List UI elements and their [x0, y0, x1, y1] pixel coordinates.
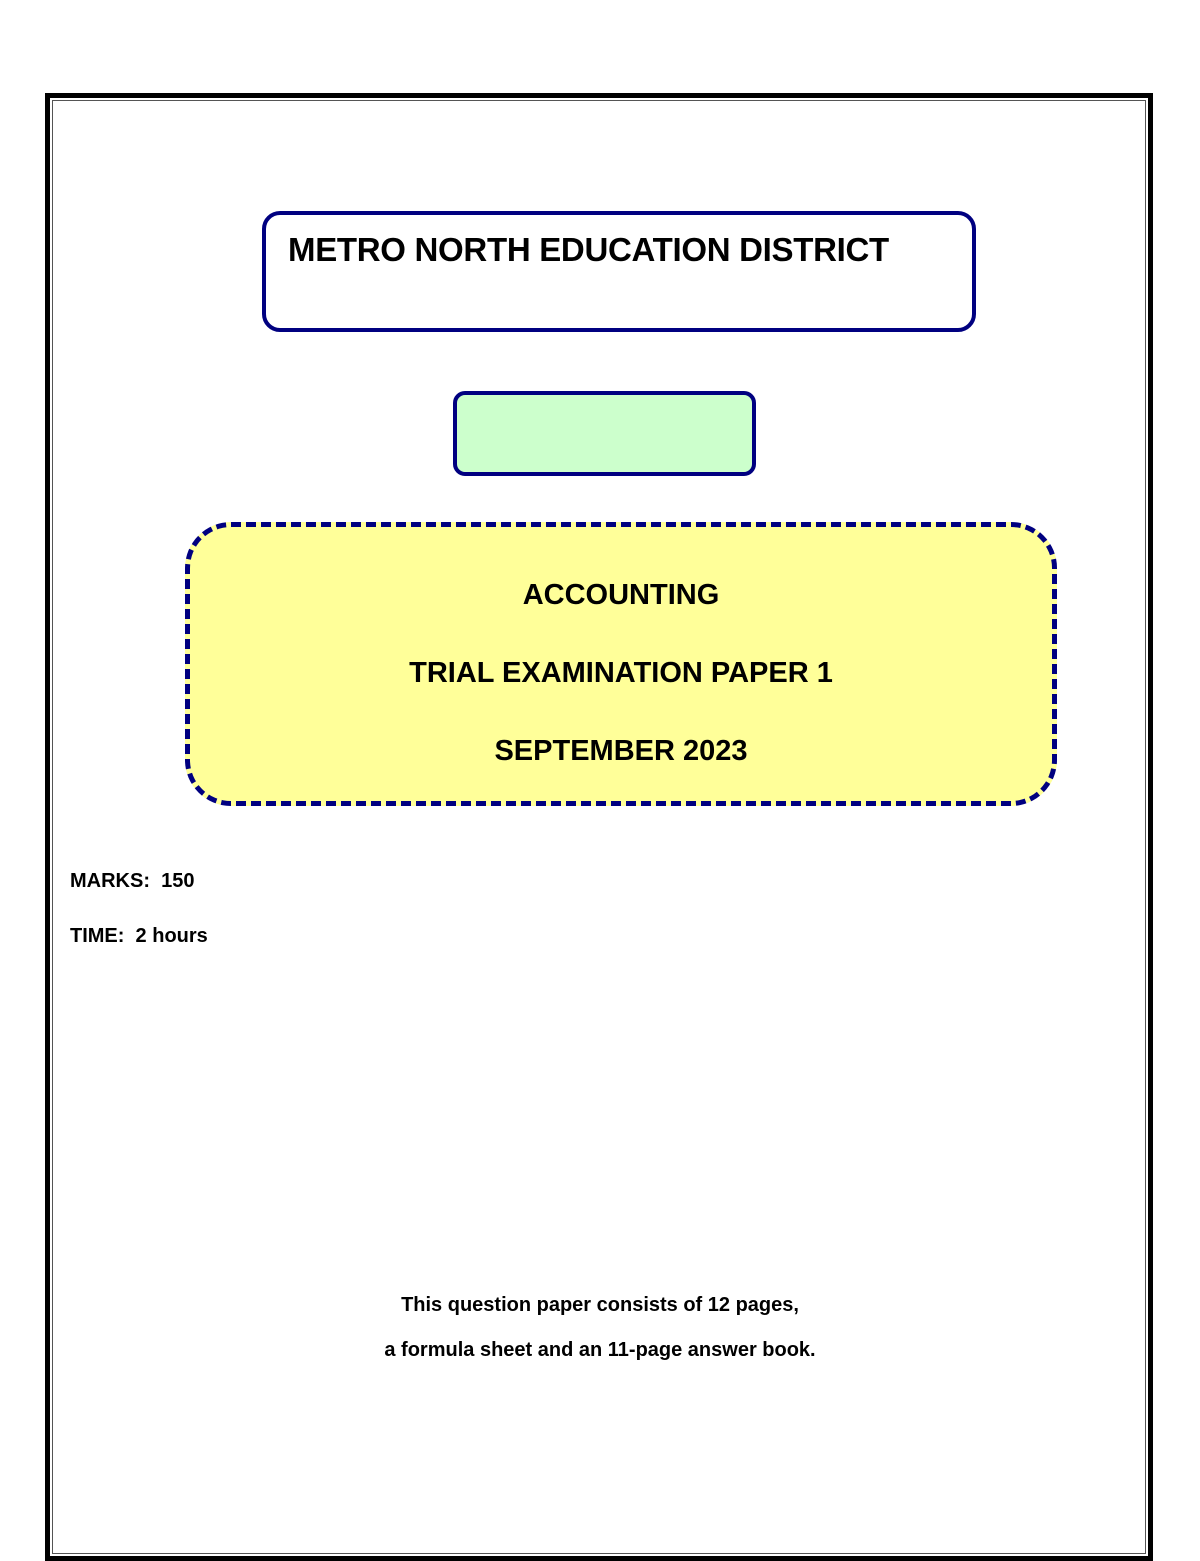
subject-title: ACCOUNTING: [522, 579, 720, 611]
grade-box: [453, 391, 756, 476]
paper-title: TRIAL EXAMINATION PAPER 1: [409, 657, 833, 689]
time-label: TIME: 2 hours: [70, 925, 208, 947]
district-title: METRO NORTH EDUCATION DISTRICT: [288, 231, 889, 268]
marks-label: MARKS: 150: [70, 870, 195, 892]
exam-date: SEPTEMBER 2023: [494, 735, 748, 767]
page-count-note: This question paper consists of 12 pages,: [401, 1294, 799, 1316]
subject-info-box: [185, 522, 1057, 806]
district-header-box: [262, 211, 976, 332]
attachments-note: a formula sheet and an 11-page answer book.: [384, 1339, 816, 1361]
